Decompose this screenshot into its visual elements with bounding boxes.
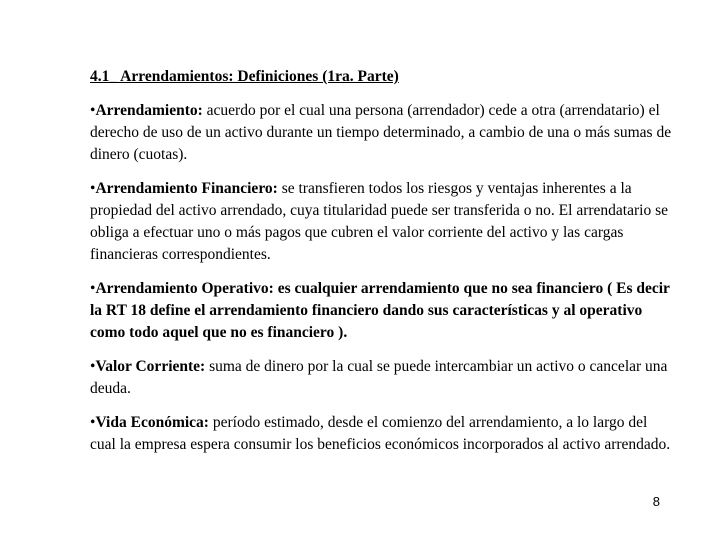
definition-arrendamiento-operativo bbox=[90, 278, 675, 344]
term-arrendamiento-financiero: Arrendamiento Financiero: bbox=[95, 180, 278, 197]
definition-arrendamiento-financiero bbox=[90, 178, 675, 266]
page-number: 8 bbox=[652, 494, 660, 509]
term-arrendamiento: Arrendamiento: bbox=[95, 102, 203, 119]
desc-arrendamiento-financiero: se transfieren todos los riesgos y ventajas inherentes a la propiedad del activo arrendado, cuya titularidad puede ser transferida o no. El arrendatario se obliga a efectuar uno o más pagos que cubren el valor corriente del activo y las cargas financieras correspondientes. bbox=[90, 180, 668, 263]
definition-vida-economica bbox=[90, 412, 675, 456]
definition-valor-corriente bbox=[90, 356, 675, 400]
term-vida-economica: Vida Económica: bbox=[95, 414, 209, 431]
bullet: • bbox=[90, 180, 96, 197]
definition-arrendamiento bbox=[90, 100, 675, 166]
desc-arrendamiento-operativo: es cualquier arrendamiento que no sea financiero ( Es decir la RT 18 define el arrendamiento financiero dando sus características y al operativo como todo aquel que no es financiero ). bbox=[90, 280, 670, 341]
desc-valor-corriente: suma de dinero por la cual se puede intercambiar un activo o cancelar una deuda. bbox=[90, 358, 668, 397]
section-heading: 4.1_ Arrendamientos: Definiciones (1ra. Parte) bbox=[90, 68, 399, 85]
bullet: • bbox=[90, 102, 96, 119]
bullet: • bbox=[90, 280, 96, 297]
term-arrendamiento-operativo: Arrendamiento Operativo: bbox=[95, 280, 274, 297]
term-valor-corriente: Valor Corriente: bbox=[95, 358, 206, 375]
bullet: • bbox=[90, 358, 96, 375]
desc-vida-economica: período estimado, desde el comienzo del arrendamiento, a lo largo del cual la empresa espera consumir los beneficios económicos incorporados al activo arrendado. bbox=[90, 414, 671, 453]
bullet: • bbox=[90, 414, 96, 431]
desc-arrendamiento: acuerdo por el cual una persona (arrendador) cede a otra (arrendatario) el derecho de uso de un activo durante un tiempo determinado, a cambio de una o más sumas de dinero (cuotas). bbox=[90, 102, 672, 163]
slide-content bbox=[90, 66, 675, 468]
